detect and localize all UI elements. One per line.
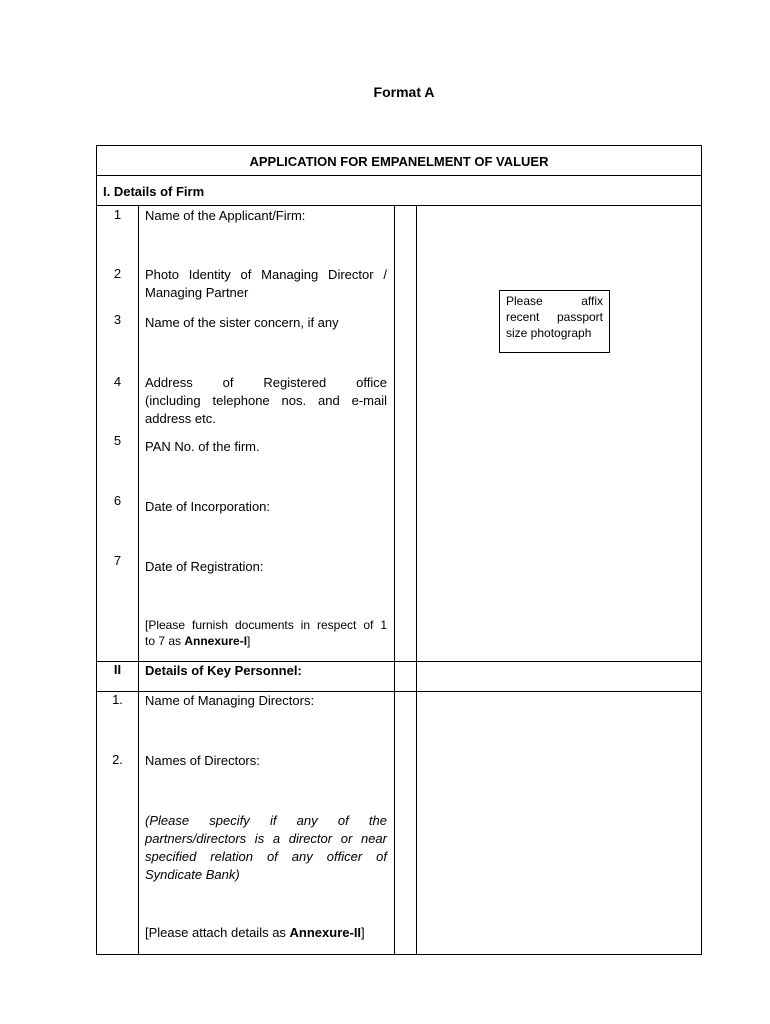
item-label-managing-directors: Name of Managing Directors: <box>145 693 315 708</box>
application-form <box>96 145 702 955</box>
item-number: 4 <box>113 374 122 389</box>
item-label-incorporation-date: Date of Incorporation: <box>145 499 271 514</box>
photo-text: affix <box>581 294 603 308</box>
annexure-label: Annexure-II <box>289 925 362 940</box>
photo-text: recent <box>506 310 540 324</box>
rule-col-label <box>394 205 395 954</box>
item-number: 2 <box>113 266 122 281</box>
label-line: Managing Partner <box>145 285 249 300</box>
form-heading: APPLICATION FOR EMPANELMENT OF VALUER <box>249 153 549 169</box>
item-label-registration-date: Date of Registration: <box>145 559 264 574</box>
item-number: 6 <box>113 493 122 508</box>
photo-text: passport <box>556 310 603 324</box>
note-text: to 7 as <box>145 634 185 648</box>
note-text: [Please attach details as <box>145 925 290 940</box>
item-number: 7 <box>113 553 122 568</box>
photo-text-line: size photograph <box>506 326 592 340</box>
section2-number: II <box>113 662 122 677</box>
photo-text-line <box>506 309 603 325</box>
rule-col-num <box>138 205 139 954</box>
rule-col-mark <box>416 205 417 954</box>
relation-note: (Please specify if any of the partners/directors is a director or near specified relation of any officer of Syndicate Bank) <box>145 813 387 882</box>
item-label-address <box>145 374 387 428</box>
note-line <box>145 633 387 649</box>
item-number: 1 <box>113 207 122 222</box>
note-line: [Please furnish documents in respect of 1 <box>145 618 387 632</box>
annexure-label: Annexure-I <box>184 634 248 648</box>
section1-note <box>145 617 387 649</box>
item-label-pan: PAN No. of the firm. <box>145 439 260 454</box>
photo-placeholder-box <box>499 290 610 353</box>
item-label-photo-identity <box>145 266 387 302</box>
label-line: (including telephone nos. and e-mail <box>145 393 387 408</box>
item-label-directors: Names of Directors: <box>145 753 260 768</box>
section2-heading: Details of Key Personnel: <box>145 663 302 678</box>
label-line: address etc. <box>145 411 216 426</box>
note-text: ] <box>247 634 251 648</box>
item-number: 1. <box>112 692 123 707</box>
item-label-sister-concern: Name of the sister concern, if any <box>145 315 339 330</box>
item-label-applicant-name: Name of the Applicant/Firm: <box>145 208 306 223</box>
label-line: Photo Identity of Managing Director / <box>145 267 387 282</box>
section1-heading: I. Details of Firm <box>103 183 205 199</box>
item-number: 2. <box>112 752 123 767</box>
label-line: Address of Registered office <box>145 375 387 390</box>
photo-text-line <box>506 293 603 309</box>
note-text: ] <box>361 925 365 940</box>
attach-note <box>145 924 387 942</box>
format-title: Format A <box>373 84 435 100</box>
item-number: 3 <box>113 312 122 327</box>
photo-text: Please <box>506 294 543 308</box>
item-number: 5 <box>113 433 122 448</box>
